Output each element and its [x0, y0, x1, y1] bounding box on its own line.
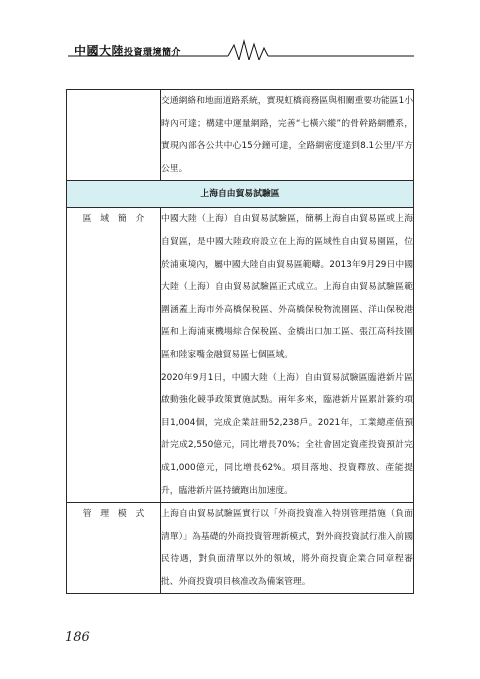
page-number: 186 — [65, 630, 90, 645]
row-label-management — [67, 503, 161, 594]
page-header — [0, 0, 480, 60]
running-head-title — [74, 42, 181, 59]
paragraph: 上海自由貿易試驗區實行以「外商投資准入特別管理措施（負面清單）」為基礎的外商投資管理新模式，對外商投資試行准入前國民待遇，對負面清單以外的領域，將外商投資企業合同章程審批、外商投資項目核准改為備案管理。 — [161, 509, 413, 587]
header-rule-heartbeat-line — [0, 0, 480, 60]
table-row-region — [67, 208, 414, 503]
paragraph: 中國大陸（上海）自由貿易試驗區，簡稱上海自由貿易區或上海自貿區，是中國大陸政府設立在上海的區域性自由貿易園區，位於浦東境內，屬中國大陸自由貿易區範疇。2013年9月29日中國大陸（上海）自由貿易試驗區正式成立。上海自由貿易試驗區範圍涵蓋上海市外高橋保稅區、外高橋保稅物流園區、洋山保稅港區和上海浦東機場綜合保稅區、金橋出口加工區、張江高科技園區和陸家嘴金融貿易區七個區域。 — [161, 214, 413, 360]
row-content-management — [161, 503, 414, 594]
paragraph: 交通網絡和地面道路系統，實現虹橋商務區與相關重要功能區1小時內可達；構建中運量網路，完善“七橫六縱”的骨幹路網體系，實現內部各公共中心15分鐘可達，全路網密度達到8.1公里/平方公里。 — [161, 96, 413, 174]
section-header-row — [67, 181, 414, 208]
row-content-region — [161, 208, 414, 503]
row-label-text: 管 理 模 式 — [82, 509, 145, 520]
info-table — [66, 89, 414, 594]
running-head-sub: 投資環境簡介 — [124, 48, 182, 58]
table-row-transport — [67, 90, 414, 181]
row-label-region — [67, 208, 161, 503]
table-row-management — [67, 503, 414, 594]
row-content-transport — [161, 90, 414, 181]
paragraph: 2020年9月1日，中國大陸（上海）自由貿易試驗區臨港新片區啟動強化競爭政策實施試點。兩年多來，臨港新片區累計簽約項目1,004個，完成企業註冊52,238戶。2021年，工業總產值預計完成2,550億元，同比增長70%；全社會固定資產投資預計完成1,000億元，同比增長62%。項目落地、投資釋放、產能提升，臨港新片區持續跑出加速度。 — [161, 372, 413, 496]
running-head-main: 中國大陸 — [74, 44, 125, 58]
row-label-text: 區 域 簡 介 — [82, 214, 145, 225]
row-label-empty — [67, 90, 161, 181]
section-title: 上海自由貿易試驗區 — [67, 181, 414, 208]
